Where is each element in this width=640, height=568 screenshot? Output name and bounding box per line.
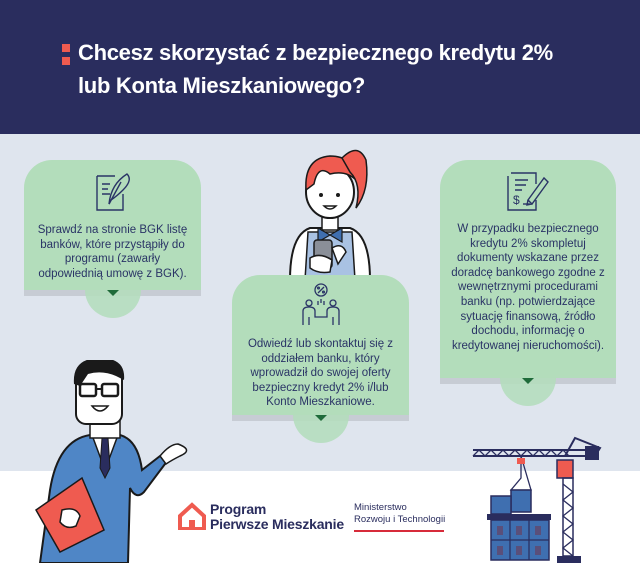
program-logo-line-2: Pierwsze Mieszkanie: [210, 516, 344, 532]
ministry-line-2: Rozwoju i Technologii: [354, 514, 446, 525]
svg-text:$: $: [513, 193, 520, 207]
step-card-3: [440, 160, 616, 378]
document-quill-icon: [93, 170, 133, 217]
businessman-illustration: [10, 360, 200, 568]
ministry-line-1: Ministerstwo: [354, 502, 407, 513]
consultation-percent-icon: [301, 283, 341, 332]
contract-dollar-pen-icon: [506, 170, 550, 217]
step-3-text: W przypadku bezpiecznego kredytu 2% skompletuj dokumenty wskazane przez doradcę bankowego zgodne z wewnętrznymi procedurami banku (np. potwierdzające sytuację finansową, źródło dochodu, informację o kredytowanej nieruchomości).: [451, 223, 605, 352]
arrow-down-icon: [522, 378, 534, 384]
arrow-down-icon: [107, 290, 119, 296]
step-1-text: Sprawdź na stronie BGK listę banków, które przystąpiły do programu (zawarły odpowiednią umowę z BGK).: [37, 224, 188, 280]
ministry-logo: [354, 502, 445, 532]
title-line-1: Chcesz skorzystać z bezpiecznego kredytu 2%: [78, 40, 553, 65]
crane-construction-illustration: [465, 418, 615, 568]
arrow-down-icon: [315, 415, 327, 421]
woman-with-phone-illustration: [280, 140, 380, 285]
page-title: [78, 36, 618, 102]
step-card-1: [24, 160, 201, 290]
step-card-2: [232, 275, 409, 415]
ministry-flag-bar: [354, 530, 444, 532]
step-2-text: Odwiedź lub skontaktuj się z oddziałem banku, który wprowadził do swojej oferty bezpieczny kredyt 2% i/lub Konto Mieszkaniowe.: [247, 338, 394, 409]
program-logo-line-1: Program: [210, 501, 267, 517]
title-line-2: lub Konta Mieszkaniowego?: [78, 73, 366, 98]
header-banner: [0, 0, 640, 134]
house-icon: [178, 502, 206, 535]
title-marker-icon: [62, 44, 70, 66]
